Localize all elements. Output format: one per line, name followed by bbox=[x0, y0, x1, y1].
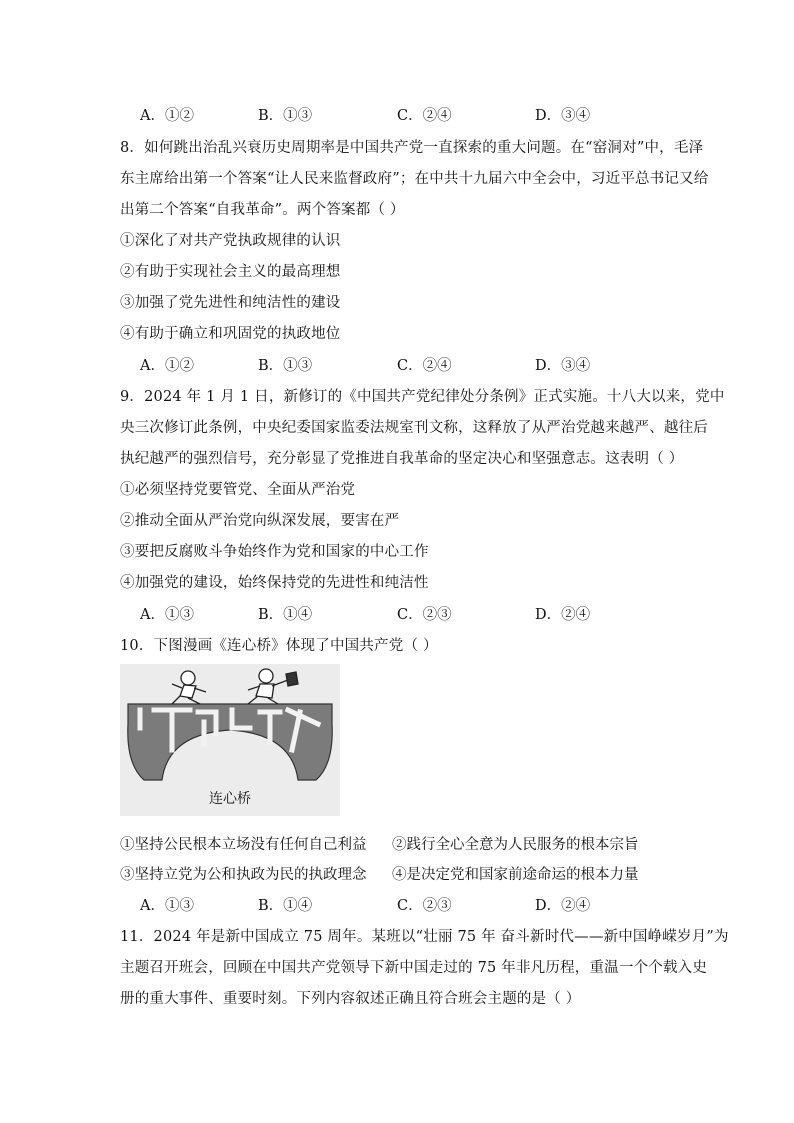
q9-option-d: D．②④ bbox=[535, 607, 591, 623]
q11-stem-line-3: 册的重大事件、重要时刻。下列内容叙述正确且符合班会主题的是（ ） bbox=[120, 991, 581, 1007]
q9-option-b: B．①④ bbox=[258, 607, 313, 623]
q9-option-a: A．①③ bbox=[140, 607, 194, 623]
q10-option-d: D．②④ bbox=[535, 898, 591, 914]
q9-item-2: ②推动全面从严治党向纵深发展，要害在严 bbox=[120, 513, 400, 529]
q7-option-a: A．①② bbox=[140, 108, 194, 124]
q7-option-b: B．①③ bbox=[258, 108, 313, 124]
q8-stem-line-3: 出第二个答案“自我革命”。两个答案都（ ） bbox=[120, 202, 405, 218]
q9-item-4: ④加强党的建设，始终保持党的先进性和纯洁性 bbox=[120, 575, 429, 591]
q10-stem: 10．下图漫画《连心桥》体现了中国共产党（ ） bbox=[120, 638, 438, 654]
q8-option-b: B．①③ bbox=[258, 358, 313, 374]
q7-option-c: C．②④ bbox=[397, 108, 452, 124]
q10-option-c: C．②③ bbox=[397, 898, 452, 914]
q8-stem-line-1: 8．如何跳出治乱兴衰历史周期率是中国共产党一直探索的重大问题。在“窑洞对”中，毛泽 bbox=[120, 140, 704, 156]
q11-stem-line-1: 11．2024 年是新中国成立 75 周年。某班以“壮丽 75 年 奋斗新时代——新中国峥嵘岁月”为 bbox=[120, 929, 729, 945]
cartoon-caption: 连心桥 bbox=[209, 791, 251, 807]
q9-stem-line-1: 9．2024 年 1 月 1 日，新修订的《中国共产党纪律处分条例》正式实施。十八大以来，党中 bbox=[120, 389, 725, 405]
q8-item-1: ①深化了对共产党执政规律的认识 bbox=[120, 233, 341, 249]
q8-option-a: A．①② bbox=[140, 358, 194, 374]
q8-item-4: ④有助于确立和巩固党的执政地位 bbox=[120, 326, 341, 342]
q10-option-a: A．①③ bbox=[140, 898, 194, 914]
q9-item-1: ①必须坚持党要管党、全面从严治党 bbox=[120, 482, 356, 498]
q10-item-2: ②践行全心全意为人民服务的根本宗旨 bbox=[392, 837, 639, 853]
q8-item-3: ③加强了党先进性和纯洁性的建设 bbox=[120, 295, 341, 311]
q10-item-3: ③坚持立党为公和执政为民的执政理念 bbox=[120, 867, 367, 883]
q10-option-b: B．①④ bbox=[258, 898, 313, 914]
q8-option-c: C．②④ bbox=[397, 358, 452, 374]
q10-item-1: ①坚持公民根本立场没有任何自己利益 bbox=[120, 837, 367, 853]
q9-stem-line-2: 央三次修订此条例，中央纪委国家监委法规室刊文称，这释放了从严治党越来越严、越往后 bbox=[120, 420, 708, 436]
q8-option-d: D．③④ bbox=[535, 358, 591, 374]
q9-option-c: C．②③ bbox=[397, 607, 452, 623]
q10-item-4: ④是决定党和国家前途命运的根本力量 bbox=[392, 867, 639, 883]
q8-stem-line-2: 东主席给出第一个答案“让人民来监督政府”；在中共十九届六中全会中，习近平总书记又给 bbox=[120, 171, 709, 187]
cartoon-bridge-image bbox=[120, 664, 340, 816]
q9-item-3: ③要把反腐败斗争始终作为党和国家的中心工作 bbox=[120, 544, 429, 560]
q7-option-d: D．③④ bbox=[535, 108, 591, 124]
q8-item-2: ②有助于实现社会主义的最高理想 bbox=[120, 264, 341, 280]
q9-stem-line-3: 执纪越严的强烈信号，充分彰显了党推进自我革命的坚定决心和坚强意志。这表明（ ） bbox=[120, 451, 684, 467]
q11-stem-line-2: 主题召开班会，回顾在中国共产党领导下新中国走过的 75 年非凡历程，重温一个个载入史 bbox=[120, 960, 708, 976]
